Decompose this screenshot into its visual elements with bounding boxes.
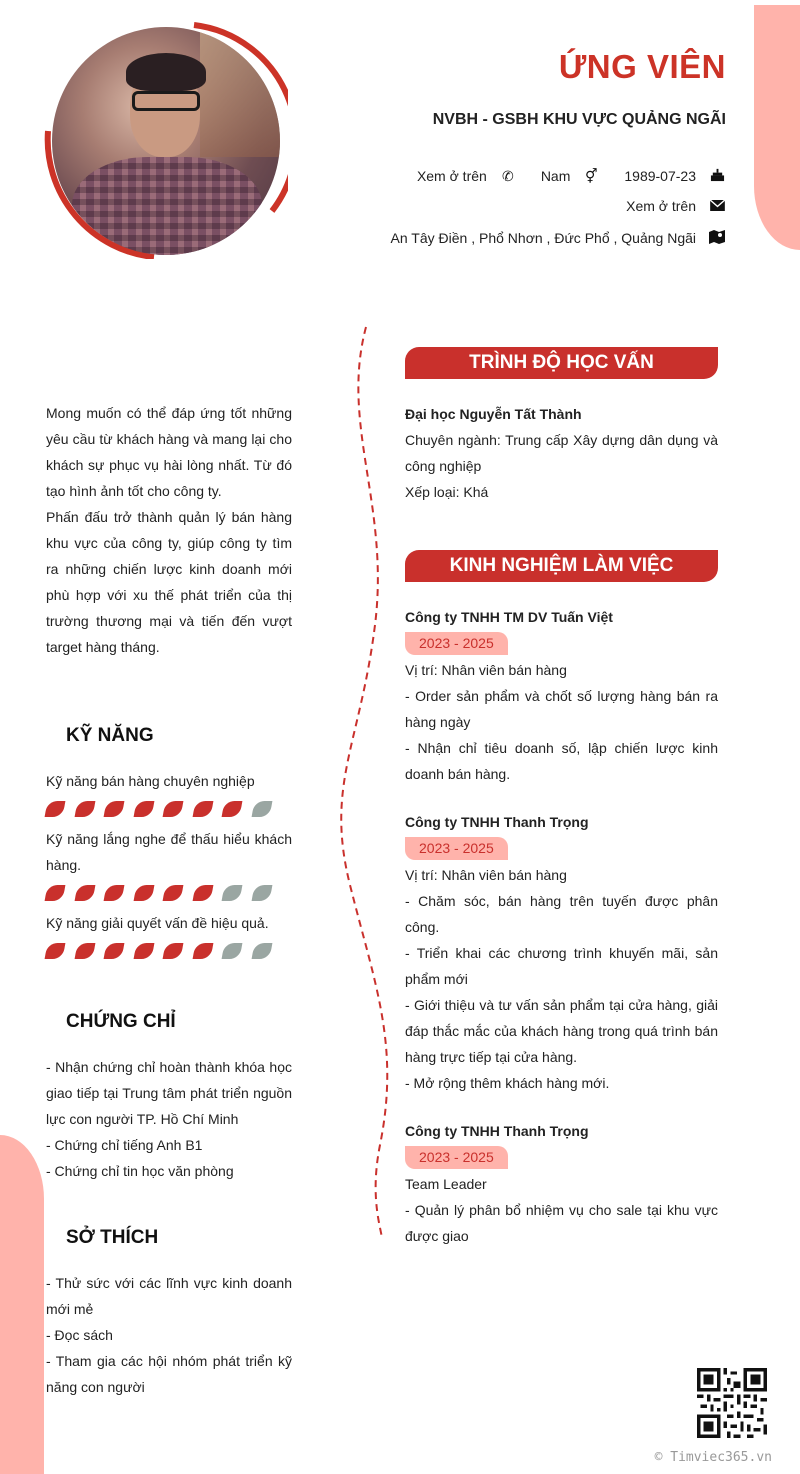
address-info xyxy=(391,229,726,247)
job-line: - Giới thiệu và tư vấn sản phẩm tại cửa hàng, giải đáp thắc mắc của khách hàng trong quá trình bán hàng trực tiếp tại cửa hàng. xyxy=(405,997,718,1065)
contact-row-3 xyxy=(391,229,726,247)
skill-dot-filled xyxy=(74,943,95,959)
job-line: - Quản lý phân bổ nhiệm vụ cho sale tại khu vực được giao xyxy=(405,1202,718,1244)
avatar xyxy=(52,27,280,255)
skill-item xyxy=(46,768,292,820)
job-line: - Order sản phẩm và chốt số lượng hàng bán ra hàng ngày xyxy=(405,688,718,730)
skill-dot-filled xyxy=(192,801,213,817)
experience-section xyxy=(405,604,718,1271)
qr-code[interactable] xyxy=(697,1368,767,1438)
skill-dot-empty xyxy=(251,943,272,959)
skill-dot-filled xyxy=(163,943,184,959)
objective-section xyxy=(46,400,292,660)
certificates-title: CHỨNG CHỈ xyxy=(66,1011,176,1032)
skill-rating xyxy=(46,940,292,962)
certificate-line: - Nhận chứng chỉ hoàn thành khóa học giao tiếp tại Trung tâm phát triển nguồn lực con người TP. Hồ Chí Minh xyxy=(46,1059,292,1127)
hobbies-title: SỞ THÍCH xyxy=(66,1227,159,1248)
gender-icon: ⚥ xyxy=(585,167,598,184)
education-section xyxy=(405,401,718,505)
job-period: 2023 - 2025 xyxy=(405,632,508,655)
birthday-text: 1989-07-23 xyxy=(624,168,696,184)
job-line: - Triển khai các chương trình khuyến mãi, sản phẩm mới xyxy=(405,945,718,987)
skills-title: KỸ NĂNG xyxy=(66,725,154,746)
decorative-corner-top-right xyxy=(754,5,800,250)
decorative-corner-bottom-left xyxy=(0,1135,44,1474)
skill-dot-filled xyxy=(192,885,213,901)
birthday-info xyxy=(624,167,726,185)
phone-text: Xem ở trên xyxy=(416,168,487,184)
skill-rating xyxy=(46,798,292,820)
phone-info xyxy=(417,168,517,185)
skill-dot-empty xyxy=(222,885,243,901)
skill-dot-empty xyxy=(251,885,272,901)
company-name: Công ty TNHH TM DV Tuấn Việt xyxy=(405,609,613,625)
skill-dot-filled xyxy=(133,801,154,817)
school-name: Đại học Nguyễn Tất Thành xyxy=(405,406,582,422)
timeline-divider xyxy=(330,325,400,1240)
skill-dot-filled xyxy=(222,801,243,817)
objective-paragraph-2: Phấn đấu trở thành quản lý bán hàng khu vực của công ty, giúp công ty tìm ra những chiến lược kinh doanh mới phù hợp với xu thế phát triển của thị trường thương mại và tiến đến vượt target hàng tháng. xyxy=(46,509,292,655)
certificate-line: - Chứng chỉ tin học văn phòng xyxy=(46,1163,234,1179)
skill-dot-filled xyxy=(133,885,154,901)
skill-dot-filled xyxy=(104,885,125,901)
skills-list xyxy=(46,768,292,968)
skill-dot-filled xyxy=(163,885,184,901)
education-title: TRÌNH ĐỘ HỌC VẤN xyxy=(405,347,718,379)
skill-dot-filled xyxy=(45,885,66,901)
skill-name: Kỹ năng giải quyết vấn đề hiệu quả. xyxy=(46,915,269,931)
cake-icon xyxy=(708,167,726,185)
skill-dot-filled xyxy=(163,801,184,817)
email-text: Xem ở trên xyxy=(626,198,696,214)
skill-name: Kỹ năng bán hàng chuyên nghiệp xyxy=(46,773,255,789)
skill-dot-empty xyxy=(222,943,243,959)
skill-rating xyxy=(46,882,292,904)
company-name: Công ty TNHH Thanh Trọng xyxy=(405,814,589,830)
address-text: An Tây Điền , Phổ Nhơn , Đức Phổ , Quảng Ngãi xyxy=(390,230,696,246)
job-entry xyxy=(405,809,718,1096)
hobby-line: - Đọc sách xyxy=(46,1327,113,1343)
education-grade: Xếp loại: Khá xyxy=(405,484,489,500)
phone-icon: ✆ xyxy=(501,167,514,184)
hobby-line: - Tham gia các hội nhóm phát triển kỹ năng con người xyxy=(46,1353,292,1395)
skill-item xyxy=(46,826,292,904)
candidate-name: ỨNG VIÊN xyxy=(558,48,726,85)
envelope-icon xyxy=(708,198,726,214)
job-line: Vị trí: Nhân viên bán hàng xyxy=(405,662,567,678)
skill-dot-filled xyxy=(45,801,66,817)
experience-title: KINH NGHIỆM LÀM VIỆC xyxy=(405,550,718,582)
gender-info xyxy=(541,168,601,185)
education-major: Chuyên ngành: Trung cấp Xây dựng dân dụng và công nghiệp xyxy=(405,432,718,474)
certificates-list xyxy=(46,1054,292,1184)
hobbies-list xyxy=(46,1270,292,1400)
skill-dot-filled xyxy=(104,943,125,959)
skill-dot-filled xyxy=(74,885,95,901)
skill-dot-empty xyxy=(251,801,272,817)
job-entry xyxy=(405,1118,718,1249)
job-period: 2023 - 2025 xyxy=(405,837,508,860)
skill-name: Kỹ năng lắng nghe để thấu hiểu khách hàng. xyxy=(46,831,292,873)
watermark: © Timviec365.vn xyxy=(654,1450,772,1465)
email-info xyxy=(626,198,726,214)
skill-dot-filled xyxy=(104,801,125,817)
job-line: - Nhận chỉ tiêu doanh số, lập chiến lược kinh doanh bán hàng. xyxy=(405,740,718,782)
certificate-line: - Chứng chỉ tiếng Anh B1 xyxy=(46,1137,203,1153)
hobby-line: - Thử sức với các lĩnh vực kinh doanh mới mẻ xyxy=(46,1275,292,1317)
contact-row-1 xyxy=(417,167,726,185)
skill-dot-filled xyxy=(45,943,66,959)
job-line: Team Leader xyxy=(405,1176,487,1192)
contact-row-2 xyxy=(626,198,726,214)
job-line: - Chăm sóc, bán hàng trên tuyến được phân công. xyxy=(405,893,718,935)
objective-paragraph-1: Mong muốn có thể đáp ứng tốt những yêu cầu từ khách hàng và mang lại cho khách sự phục vụ hài lòng nhất. Từ đó tạo hình ảnh tốt cho công ty. xyxy=(46,405,292,499)
job-line: - Mở rộng thêm khách hàng mới. xyxy=(405,1075,610,1091)
company-name: Công ty TNHH Thanh Trọng xyxy=(405,1123,589,1139)
job-line: Vị trí: Nhân viên bán hàng xyxy=(405,867,567,883)
job-entry xyxy=(405,604,718,787)
skill-item xyxy=(46,910,292,962)
skill-dot-filled xyxy=(192,943,213,959)
job-period: 2023 - 2025 xyxy=(405,1146,508,1169)
job-title: NVBH - GSBH KHU VỰC QUẢNG NGÃI xyxy=(432,111,726,128)
gender-text: Nam xyxy=(540,168,571,184)
map-icon xyxy=(708,229,726,247)
skill-dot-filled xyxy=(133,943,154,959)
skill-dot-filled xyxy=(74,801,95,817)
